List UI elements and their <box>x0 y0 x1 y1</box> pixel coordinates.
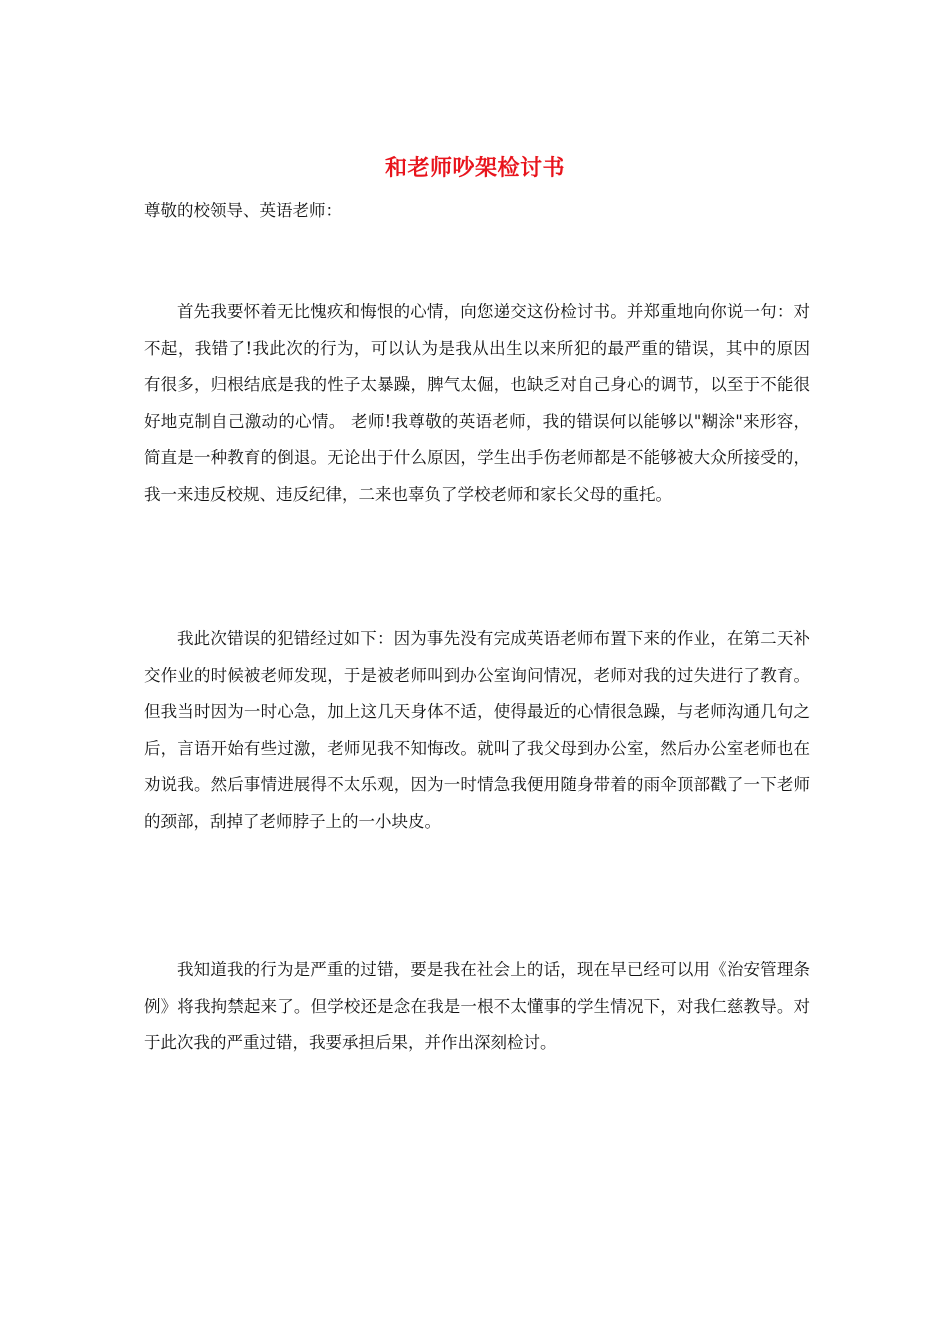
paragraph-1: 首先我要怀着无比愧疚和悔恨的心情，向您递交这份检讨书。并郑重地向你说一句：对不起，我错了!我此次的行为，可以认为是我从出生以来所犯的最严重的错误，其中的原因有很多，归根结底是我的性子太暴躁，脾气太倔，也缺乏对自己身心的调节，以至于不能很好地克制自己激动的心情。 老师!我尊敬的英语老师，我的错误何以能够以"糊涂"来形容，简直是一种教育的倒退。无论出于什么原因，学生出手伤老师都是不能够被大众所接受的，我一来违反校规、违反纪律，二来也辜负了学校老师和家长父母的重托。 <box>144 302 810 504</box>
paragraph-2: 我此次错误的犯错经过如下：因为事先没有完成英语老师布置下来的作业，在第二天补交作业的时候被老师发现，于是被老师叫到办公室询问情况，老师对我的过失进行了教育。但我当时因为一时心急，加上这几天身体不适，使得最近的心情很急躁，与老师沟通几句之后，言语开始有些过激，老师见我不知悔改。就叫了我父母到办公室，然后办公室老师也在劝说我。然后事情进展得不太乐观，因为一时情急我便用随身带着的雨伞顶部戳了一下老师的颈部，刮掉了老师脖子上的一小块皮。 <box>144 629 810 831</box>
document-title: 和老师吵架检讨书 <box>384 155 565 181</box>
salutation: 尊敬的校领导、英语老师： <box>144 201 342 220</box>
paragraph-3: 我知道我的行为是严重的过错，要是我在社会上的话，现在早已经可以用《治安管理条例》将我拘禁起来了。但学校还是念在我是一根不太懂事的学生情况下，对我仁慈教导。对于此次我的严重过错，我要承担后果，并作出深刻检讨。 <box>144 960 810 1052</box>
